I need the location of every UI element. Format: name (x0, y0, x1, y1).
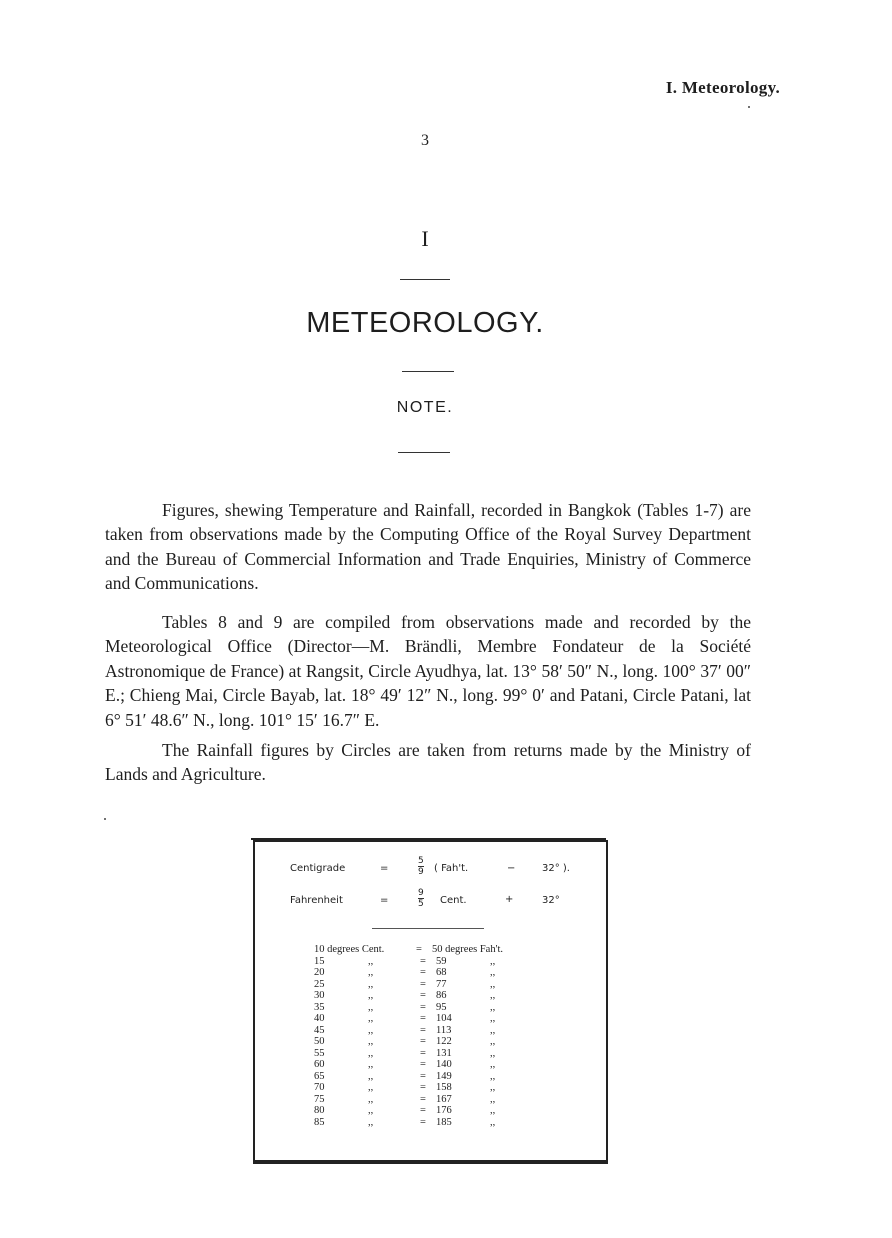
cell-ditto: ,, (368, 1070, 374, 1082)
cell-fah: 59 (436, 955, 447, 967)
divider-under-title (402, 371, 454, 372)
page-title: METEOROLOGY. (306, 307, 544, 339)
cell-cent: 45 (314, 1024, 325, 1036)
cell-ditto: ,, (368, 1093, 374, 1105)
cell-equals: = (420, 1105, 426, 1116)
cell-cent: 40 (314, 1013, 325, 1024)
table-row (314, 1094, 540, 1106)
cell-ditto: ,, (490, 990, 496, 1001)
cell-equals: = (420, 1116, 426, 1128)
table-row (314, 1002, 540, 1014)
cell-fah: 122 (436, 1036, 452, 1047)
cell-cent: 80 (314, 1105, 325, 1116)
table-row (314, 979, 540, 991)
formula-centigrade (290, 856, 600, 882)
cell-ditto: ,, (368, 1047, 374, 1059)
speck (748, 106, 750, 108)
cell-ditto: ,, (490, 1082, 496, 1093)
formula-fahrenheit (290, 888, 600, 914)
cell-ditto: ,, (490, 967, 496, 978)
cell-ditto: ,, (490, 1093, 496, 1105)
cell-ditto: ,, (490, 1036, 496, 1047)
cell-fah: 140 (436, 1059, 452, 1070)
cell-equals: = (420, 1024, 426, 1036)
header-equals: = (416, 944, 422, 955)
table-row (314, 990, 540, 1002)
cell-cent: 25 (314, 978, 325, 990)
fraction-denominator: 9 (418, 867, 424, 877)
cell-fah: 131 (436, 1047, 452, 1059)
cell-ditto: ,, (368, 1116, 374, 1128)
cell-ditto: ,, (368, 967, 374, 978)
cell-equals: = (420, 1001, 426, 1013)
cell-ditto: ,, (490, 1070, 496, 1082)
cell-equals: = (420, 967, 426, 978)
cell-equals: = (420, 1070, 426, 1082)
cell-equals: = (420, 1036, 426, 1047)
cell-cent: 30 (314, 990, 325, 1001)
cell-ditto: ,, (368, 1105, 374, 1116)
formula-lhs: Centigrade (290, 863, 346, 874)
fraction-denominator: 5 (418, 899, 424, 909)
cell-fah: 185 (436, 1116, 452, 1128)
cell-cent: 20 (314, 967, 325, 978)
formula-expression: Cent. (440, 895, 467, 906)
cell-equals: = (420, 1082, 426, 1093)
cell-ditto: ,, (368, 978, 374, 990)
table-row (314, 1071, 540, 1083)
formula-expression: ( Fah't. (434, 863, 469, 874)
fraction-numerator: 9 (418, 888, 424, 898)
cell-equals: = (420, 955, 426, 967)
cell-ditto: ,, (490, 1001, 496, 1013)
cell-fah: 149 (436, 1070, 452, 1082)
cell-fah: 158 (436, 1082, 452, 1093)
formula-fraction (418, 856, 424, 877)
paragraph-rainfall: The Rainfall figures by Circles are taken from returns made by the Ministry of Lands and Agriculture. (105, 740, 751, 785)
cell-cent: 55 (314, 1047, 325, 1059)
table-row (314, 967, 540, 979)
divider-under-note (398, 452, 450, 453)
conversion-table (314, 944, 540, 1128)
formula-constant: 32° ). (542, 863, 570, 874)
cell-fah: 68 (436, 967, 447, 978)
cell-ditto: ,, (368, 1001, 374, 1013)
cell-equals: = (420, 1013, 426, 1024)
cell-ditto: ,, (368, 1082, 374, 1093)
cell-fah: 113 (436, 1024, 452, 1036)
formula-fraction (418, 888, 424, 909)
cell-ditto: ,, (368, 990, 374, 1001)
cell-ditto: ,, (490, 1105, 496, 1116)
paragraph-sources: Figures, shewing Temperature and Rainfall, recorded in Bangkok (Tables 1-7) are taken from observations made by the Computing Office of the Royal Survey Department and the Bureau of Commercial Information and Trade Enquiries, Ministry of Commerce and Communications. (105, 500, 751, 594)
chapter-numeral: I (421, 226, 429, 251)
cell-fah: 86 (436, 990, 447, 1001)
cell-cent: 70 (314, 1082, 325, 1093)
cell-cent: 60 (314, 1059, 325, 1070)
table-rows (314, 956, 540, 1129)
page-number: 3 (421, 132, 429, 149)
cell-cent: 75 (314, 1093, 325, 1105)
note-heading: NOTE. (396, 399, 454, 416)
table-header-row (314, 944, 540, 956)
cell-fah: 77 (436, 978, 447, 990)
cell-ditto: ,, (368, 955, 374, 967)
box-divider (372, 928, 484, 929)
header-fah: 50 degrees Fah't. (432, 944, 503, 955)
formula-equals: = (380, 863, 389, 874)
table-row (314, 1082, 540, 1094)
cell-ditto: ,, (490, 1013, 496, 1024)
cell-cent: 35 (314, 1001, 325, 1013)
cell-cent: 50 (314, 1036, 325, 1047)
cell-ditto: ,, (490, 1116, 496, 1128)
table-row (314, 1048, 540, 1060)
cell-equals: = (420, 1047, 426, 1059)
cell-ditto: ,, (490, 1059, 496, 1070)
cell-equals: = (420, 990, 426, 1001)
cell-ditto: ,, (368, 1036, 374, 1047)
formula-equals: = (380, 895, 389, 906)
cell-equals: = (420, 1059, 426, 1070)
table-row (314, 1025, 540, 1037)
cell-ditto: ,, (368, 1024, 374, 1036)
cell-ditto: ,, (490, 1024, 496, 1036)
table-row (314, 1059, 540, 1071)
speck (104, 818, 106, 820)
cell-equals: = (420, 1093, 426, 1105)
fraction-numerator: 5 (418, 856, 424, 866)
paragraph-stations: Tables 8 and 9 are compiled from observations made and recorded by the Meteorological Office (Director—M. Brändli, Membre Fondateur de la Société Astronomique de France) at Rangsit, Circle Ayudhya, lat. 13° 58′ 50″ N., long. 100° 37′ 00″ E.; Chieng Mai, Circle Bayab, lat. 18° 49′ 12″ N., long. 99° 0′ and Patani, Circle Patani, lat 6° 51′ 48.6″ N., long. 101° 15′ 16.7″ E. (105, 612, 751, 730)
cell-fah: 176 (436, 1105, 452, 1116)
formula-operator: + (505, 894, 514, 905)
table-row (314, 1117, 540, 1129)
cell-cent: 85 (314, 1116, 325, 1128)
cell-ditto: ,, (368, 1059, 374, 1070)
formula-constant: 32° (542, 895, 560, 906)
cell-fah: 95 (436, 1001, 447, 1013)
table-row (314, 1013, 540, 1025)
running-head: I. Meteorology. (665, 78, 780, 97)
divider-top (400, 279, 450, 280)
table-row (314, 956, 540, 968)
table-row (314, 1036, 540, 1048)
cell-equals: = (420, 978, 426, 990)
table-row (314, 1105, 540, 1117)
header-cent: 10 degrees Cent. (314, 944, 385, 955)
cell-ditto: ,, (490, 1047, 496, 1059)
cell-fah: 167 (436, 1093, 452, 1105)
formula-operator: − (507, 863, 516, 874)
cell-fah: 104 (436, 1013, 452, 1024)
formula-lhs: Fahrenheit (290, 895, 343, 906)
cell-cent: 65 (314, 1070, 325, 1082)
cell-cent: 15 (314, 955, 325, 967)
cell-ditto: ,, (368, 1013, 374, 1024)
cell-ditto: ,, (490, 955, 496, 967)
cell-ditto: ,, (490, 978, 496, 990)
